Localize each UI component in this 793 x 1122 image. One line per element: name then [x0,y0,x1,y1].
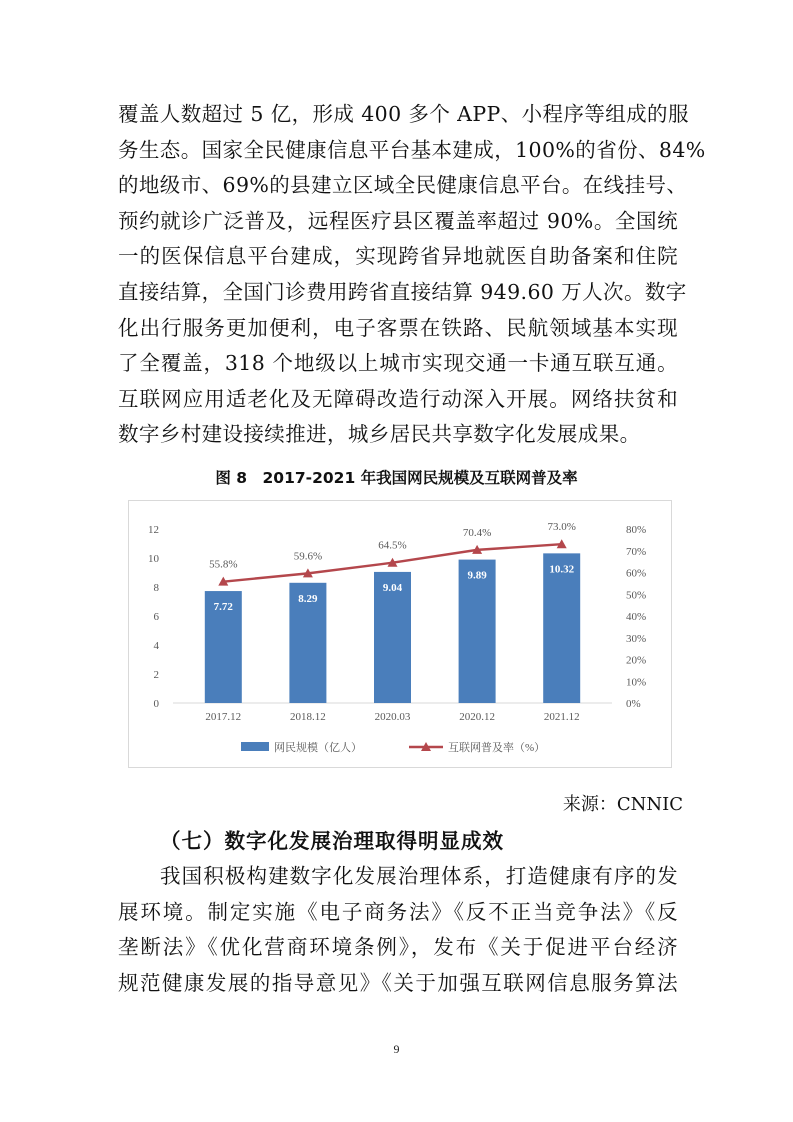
right-axis-tick-label: 40% [626,611,647,623]
paragraph-line: 的地级市、69%的县建立区域全民健康信息平台。在线挂号、 [118,173,688,198]
right-axis-tick-label: 50% [626,589,647,602]
bar-data-label: 8.29 [298,592,318,605]
line-data-label: 70.4% [462,526,492,539]
paragraph-line: 我国积极构建数字化发展治理体系，打造健康有序的发 [160,864,678,888]
right-axis-tick-label: 30% [626,632,647,645]
right-axis-tick-label: 0% [626,698,641,710]
bar-data-label: 10.32 [549,563,575,576]
right-axis-tick-label: 70% [626,545,647,558]
paragraph-line: 垄断法》《优化营商环境条例》，发布《关于促进平台经济 [118,935,678,960]
paragraph-line: 一的医保信息平台建成，实现跨省异地就医自助备案和住院 [118,244,678,269]
paragraph-line: 覆盖人数超过 5 亿，形成 400 多个 APP、小程序等组成的服 [118,102,689,126]
left-axis-tick-label: 0 [153,698,159,710]
line-data-label: 73.0% [547,521,576,534]
bar-data-label: 7.72 [213,601,233,614]
combo-chart [129,501,671,767]
x-axis-tick-label: 2020.12 [459,711,495,723]
left-axis-tick-label: 10 [148,553,159,565]
x-axis-tick-label: 2021.12 [543,711,580,723]
left-axis-tick-label: 8 [153,582,159,594]
paragraph-line: 互联网应用适老化及无障碍改造行动深入开展。网络扶贫和 [118,386,678,411]
section-heading: （七）数字化发展治理取得明显成效 [160,829,504,853]
paragraph-line: 务生态。国家全民健康信息平台基本建成，100%的省份、84% [118,137,706,162]
left-axis-tick-label: 4 [153,640,159,652]
paragraph-line: 了全覆盖，318 个地级以上城市实现交通一卡通互联互通。 [118,351,678,376]
bar-data-label: 9.04 [382,581,403,594]
x-axis-tick-label: 2017.12 [205,711,242,723]
left-axis-tick-label: 12 [148,524,159,536]
legend-line-label: 互联网普及率（%） [448,742,546,754]
paragraph-line: 预约就诊广泛普及，远程医疗县区覆盖率超过 90%。全国统 [118,208,678,233]
paragraph-line: 化出行服务更加便利，电子客票在铁路、民航领域基本实现 [118,315,678,340]
right-axis-tick-label: 10% [626,676,647,689]
right-axis-tick-label: 80% [626,524,647,536]
left-axis-tick-label: 6 [153,611,159,623]
bar-data-label: 9.89 [467,569,487,582]
chart-container [128,500,672,768]
right-axis-tick-label: 20% [626,654,647,667]
line-data-label: 64.5% [378,539,407,552]
body-paragraph-1 [118,97,706,453]
legend-bar-label: 网民规模（亿人） [274,742,362,754]
page-number: 9 [393,1042,400,1056]
paragraph-line: 展环境。制定实施《电子商务法》《反不正当竞争法》《反 [118,899,678,924]
figure-caption: 图 8 2017-2021 年我国网民规模及互联网普及率 [215,469,578,487]
body-paragraph-2 [118,859,678,1001]
x-axis-tick-label: 2020.03 [374,711,411,723]
legend-bar-swatch [241,742,269,751]
figure-source: 来源：CNNIC [562,794,683,815]
paragraph-line: 直接结算，全国门诊费用跨省直接结算 949.60 万人次。数字 [118,279,687,304]
line-data-label: 55.8% [209,558,238,571]
right-axis-tick-label: 60% [626,567,647,580]
paragraph-line: 规范健康发展的指导意见》《关于加强互联网信息服务算法 [118,970,678,995]
bar-2021.12 [543,553,580,703]
x-axis-tick-label: 2018.12 [290,711,326,723]
paragraph-line: 数字乡村建设接续推进，城乡居民共享数字化发展成果。 [118,422,641,447]
line-data-label: 59.6% [293,550,323,563]
left-axis-tick-label: 2 [153,669,159,681]
